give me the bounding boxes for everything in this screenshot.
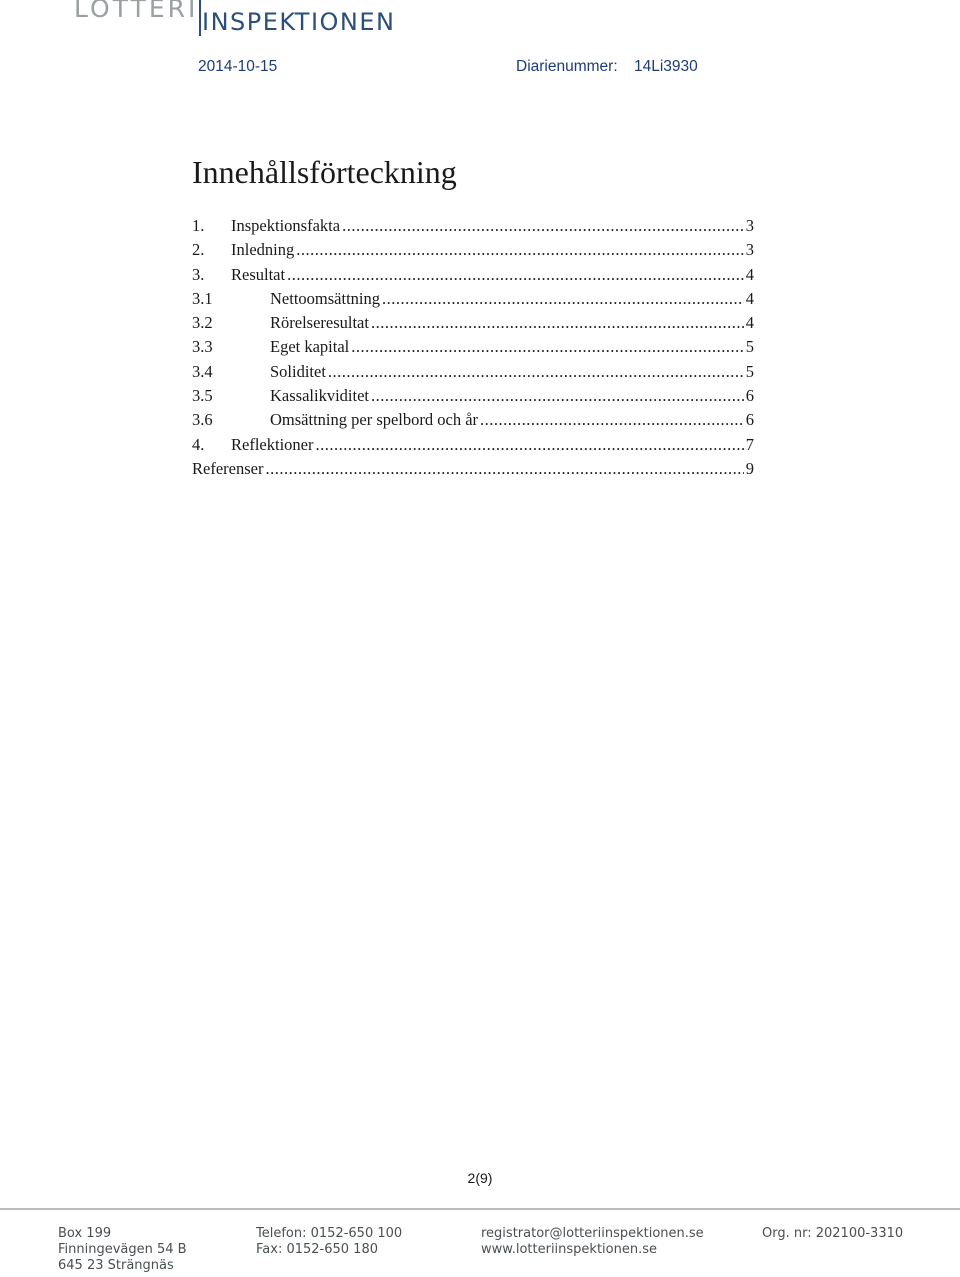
- table-of-contents: [192, 216, 754, 483]
- footer-address-line: 645 23 Strängnäs: [58, 1258, 174, 1273]
- toc-entry-title: Resultat: [231, 264, 286, 284]
- toc-entry-number: 2.: [192, 240, 205, 260]
- document-date: 2014-10-15: [198, 58, 278, 75]
- footer-fax: Fax: 0152-650 180: [256, 1242, 378, 1257]
- toc-entry[interactable]: [192, 435, 754, 459]
- toc-entry-page: 3: [745, 240, 754, 260]
- footer-divider: [0, 1208, 960, 1210]
- toc-entry-page: 5: [745, 337, 754, 357]
- toc-entry-number: 3.4: [192, 361, 213, 381]
- toc-entry-title: Nettoomsättning: [270, 288, 380, 308]
- footer-address-line: Box 199: [58, 1226, 112, 1241]
- toc-entry-title: Referenser: [192, 458, 264, 478]
- footer-org-number: Org. nr: 202100-3310: [762, 1226, 904, 1241]
- toc-entry-title: Reflektioner: [231, 434, 314, 454]
- footer-address: [58, 1226, 187, 1274]
- toc-leader-dots: [287, 265, 744, 285]
- toc-entry[interactable]: [192, 362, 754, 386]
- toc-leader-dots: [342, 216, 744, 236]
- footer-web: [481, 1226, 704, 1258]
- toc-leader-dots: [382, 289, 744, 309]
- toc-leader-dots: [480, 410, 744, 430]
- toc-entry-title: Eget kapital: [270, 337, 350, 357]
- toc-entry[interactable]: [192, 313, 754, 337]
- toc-entry[interactable]: [192, 265, 754, 289]
- toc-entry-page: 6: [745, 386, 754, 406]
- toc-entry-number: 3.5: [192, 386, 213, 406]
- toc-leader-dots: [371, 313, 744, 333]
- toc-entry-page: 4: [745, 313, 754, 333]
- lotteriinspektionen-logo: [74, 0, 454, 40]
- page-number: 2(9): [467, 1170, 493, 1186]
- footer-address-line: Finningevägen 54 B: [58, 1242, 187, 1257]
- toc-entry[interactable]: [192, 240, 754, 264]
- logo-lotteri-text: LOTTERI: [74, 0, 199, 23]
- footer-telephone: Telefon: 0152-650 100: [256, 1226, 403, 1241]
- toc-entry-title: Soliditet: [270, 361, 326, 381]
- toc-entry-title: Kassalikviditet: [270, 386, 369, 406]
- footer-phone: [256, 1226, 402, 1258]
- toc-entry-number: 1.: [192, 216, 205, 235]
- toc-entry-page: 7: [745, 434, 754, 454]
- toc-entry[interactable]: [192, 459, 754, 483]
- footer-email-link[interactable]: registrator@lotteriinspektionen.se: [481, 1226, 704, 1241]
- toc-entry-title: Rörelseresultat: [270, 313, 369, 333]
- logo-divider: [199, 0, 201, 36]
- toc-entry-number: 3.1: [192, 288, 213, 308]
- logo-inspektionen-text: INSPEKTIONEN: [202, 8, 396, 36]
- toc-entry[interactable]: [192, 410, 754, 434]
- toc-entry[interactable]: [192, 216, 754, 240]
- footer-org: [762, 1226, 903, 1242]
- toc-entry[interactable]: [192, 337, 754, 361]
- toc-leader-dots: [296, 240, 744, 260]
- toc-entry-number: 3.6: [192, 410, 213, 430]
- toc-entry-number: 4.: [192, 434, 205, 454]
- toc-entry-title: Inledning: [231, 240, 295, 260]
- toc-entry-page: 3: [745, 216, 754, 235]
- toc-title: Innehållsförteckning: [192, 154, 457, 190]
- toc-leader-dots: [351, 337, 743, 357]
- toc-entry-title: Inspektionsfakta: [231, 216, 341, 235]
- toc-leader-dots: [328, 362, 744, 382]
- toc-entry-page: 5: [745, 361, 754, 381]
- diarienummer-value: 14Li3930: [634, 58, 698, 75]
- toc-leader-dots: [315, 435, 743, 455]
- toc-entry-page: 9: [745, 458, 754, 478]
- toc-entry-number: 3.2: [192, 313, 213, 333]
- toc-leader-dots: [265, 459, 743, 479]
- toc-entry-title: Omsättning per spelbord och år: [270, 410, 479, 430]
- toc-entry-page: 4: [745, 264, 754, 284]
- toc-entry-page: 6: [745, 410, 754, 430]
- diarienummer-label: Diarienummer:: [516, 58, 618, 75]
- toc-leader-dots: [371, 386, 744, 406]
- footer-website-link[interactable]: www.lotteriinspektionen.se: [481, 1242, 657, 1257]
- toc-entry-number: 3.3: [192, 337, 213, 357]
- toc-entry-number: 3.: [192, 264, 205, 284]
- toc-entry-page: 4: [745, 288, 754, 308]
- toc-entry[interactable]: [192, 386, 754, 410]
- toc-entry[interactable]: [192, 289, 754, 313]
